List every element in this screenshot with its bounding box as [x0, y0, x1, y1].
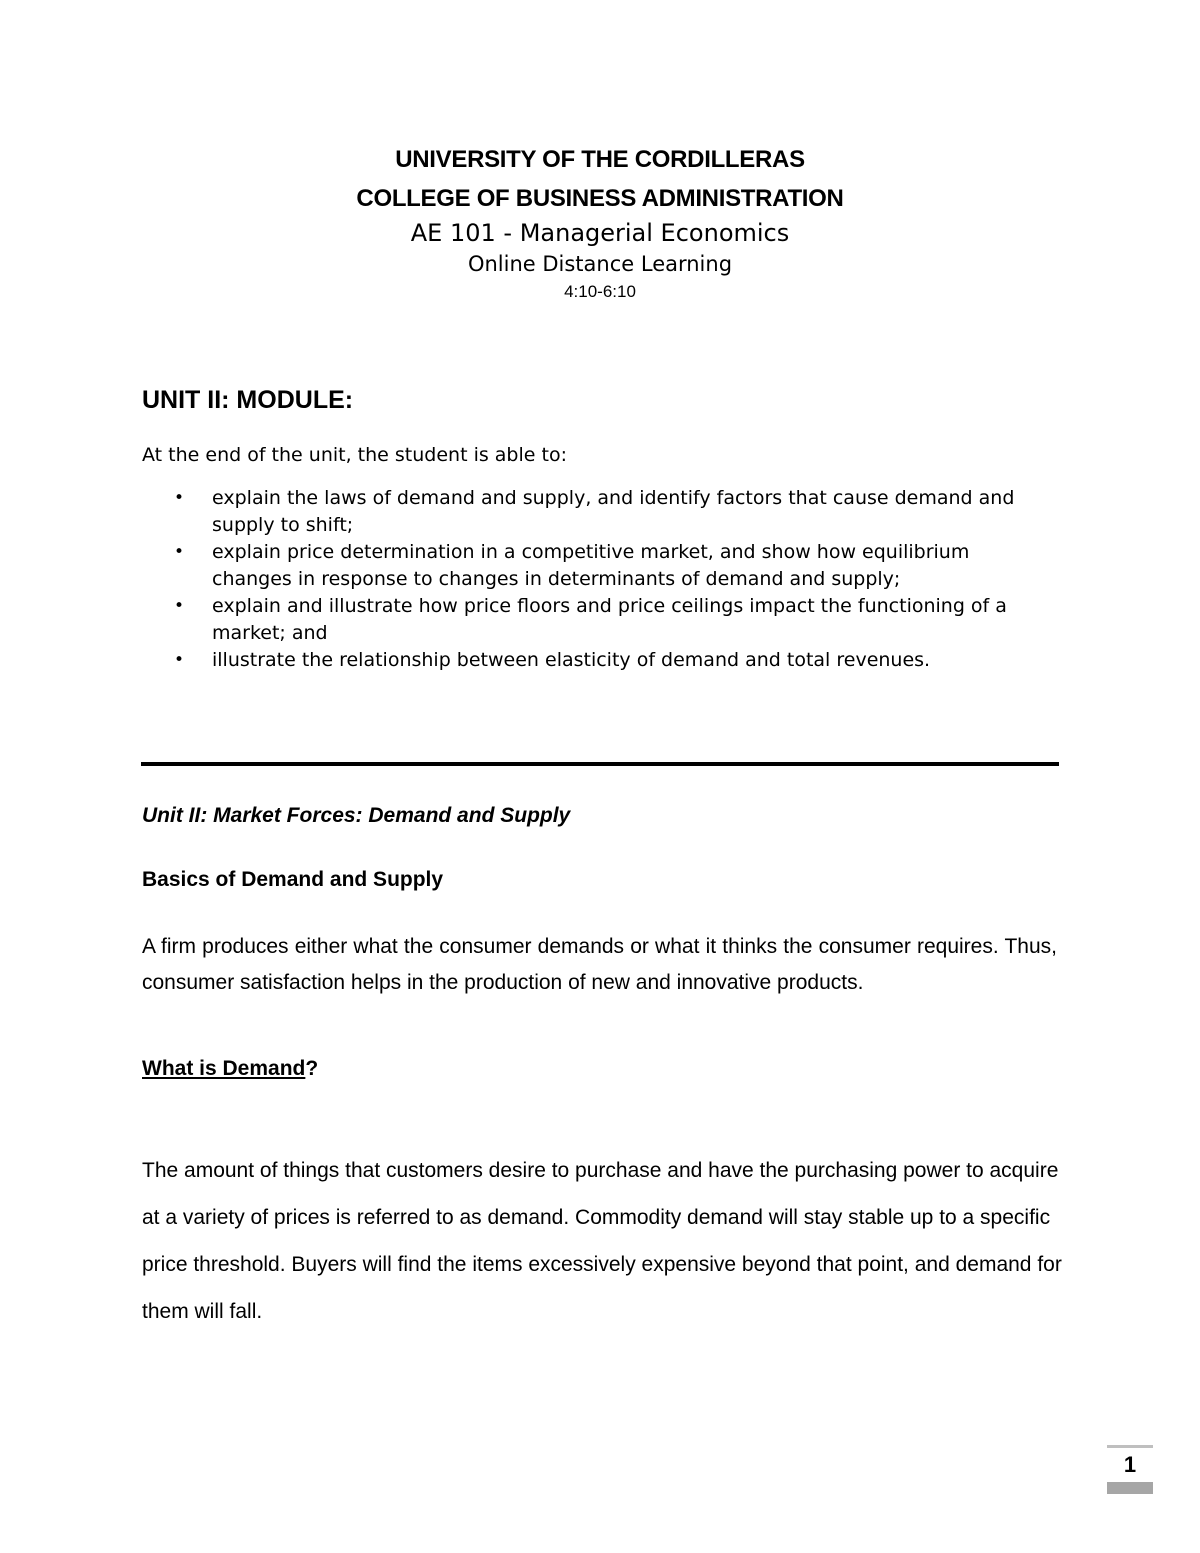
delivery-mode: Online Distance Learning [467, 252, 733, 276]
objective-text: explain price determination in a competitive market, and show how equilibrium changes in response to changes in determinants of demand and supply; [212, 541, 970, 590]
section-divider [141, 762, 1059, 766]
bullet-icon: • [174, 542, 185, 562]
unit-title: UNIT II: MODULE: [142, 386, 354, 414]
objectives-list [142, 485, 1042, 674]
list-item [142, 539, 1042, 593]
class-time: 4:10-6:10 [564, 282, 636, 301]
bullet-icon: • [174, 596, 185, 616]
university-name: UNIVERSITY OF THE CORDILLERAS [395, 146, 805, 173]
objective-text: illustrate the relationship between elasticity of demand and total revenues. [212, 649, 931, 671]
question-heading [142, 1057, 318, 1081]
page-number-bar [1107, 1482, 1153, 1494]
course-title: AE 101 - Managerial Economics [410, 219, 790, 247]
objectives-intro: At the end of the unit, the student is able to: [142, 444, 567, 466]
question-mark: ? [305, 1057, 319, 1080]
page-number-box [1107, 1445, 1153, 1494]
section-title: Unit II: Market Forces: Demand and Supply [142, 804, 571, 827]
objective-text: explain the laws of demand and supply, and identify factors that cause demand and supply to shift; [212, 487, 1015, 536]
list-item [142, 485, 1042, 539]
intro-paragraph: A firm produces either what the consumer demands or what it thinks the consumer requires. Thus, consumer satisfaction helps in the production of new and innovative products. [142, 935, 1057, 994]
objective-text: explain and illustrate how price floors and price ceilings impact the functioning of a market; and [212, 595, 1007, 644]
list-item [142, 647, 1042, 674]
bullet-icon: • [174, 488, 185, 508]
list-item [142, 593, 1042, 647]
college-name: COLLEGE OF BUSINESS ADMINISTRATION [356, 185, 844, 212]
bullet-icon: • [174, 650, 185, 670]
page-number: 1 [1123, 1452, 1137, 1477]
question-heading-underlined: What is Demand [142, 1057, 306, 1080]
demand-paragraph: The amount of things that customers desire to purchase and have the purchasing power to acquire at a variety of prices is referred to as demand. Commodity demand will stay stable up to a specific price threshold. Buyers will find the items excessively expensive beyond that point, and demand for them will fall. [142, 1159, 1062, 1323]
subsection-title: Basics of Demand and Supply [142, 868, 444, 891]
